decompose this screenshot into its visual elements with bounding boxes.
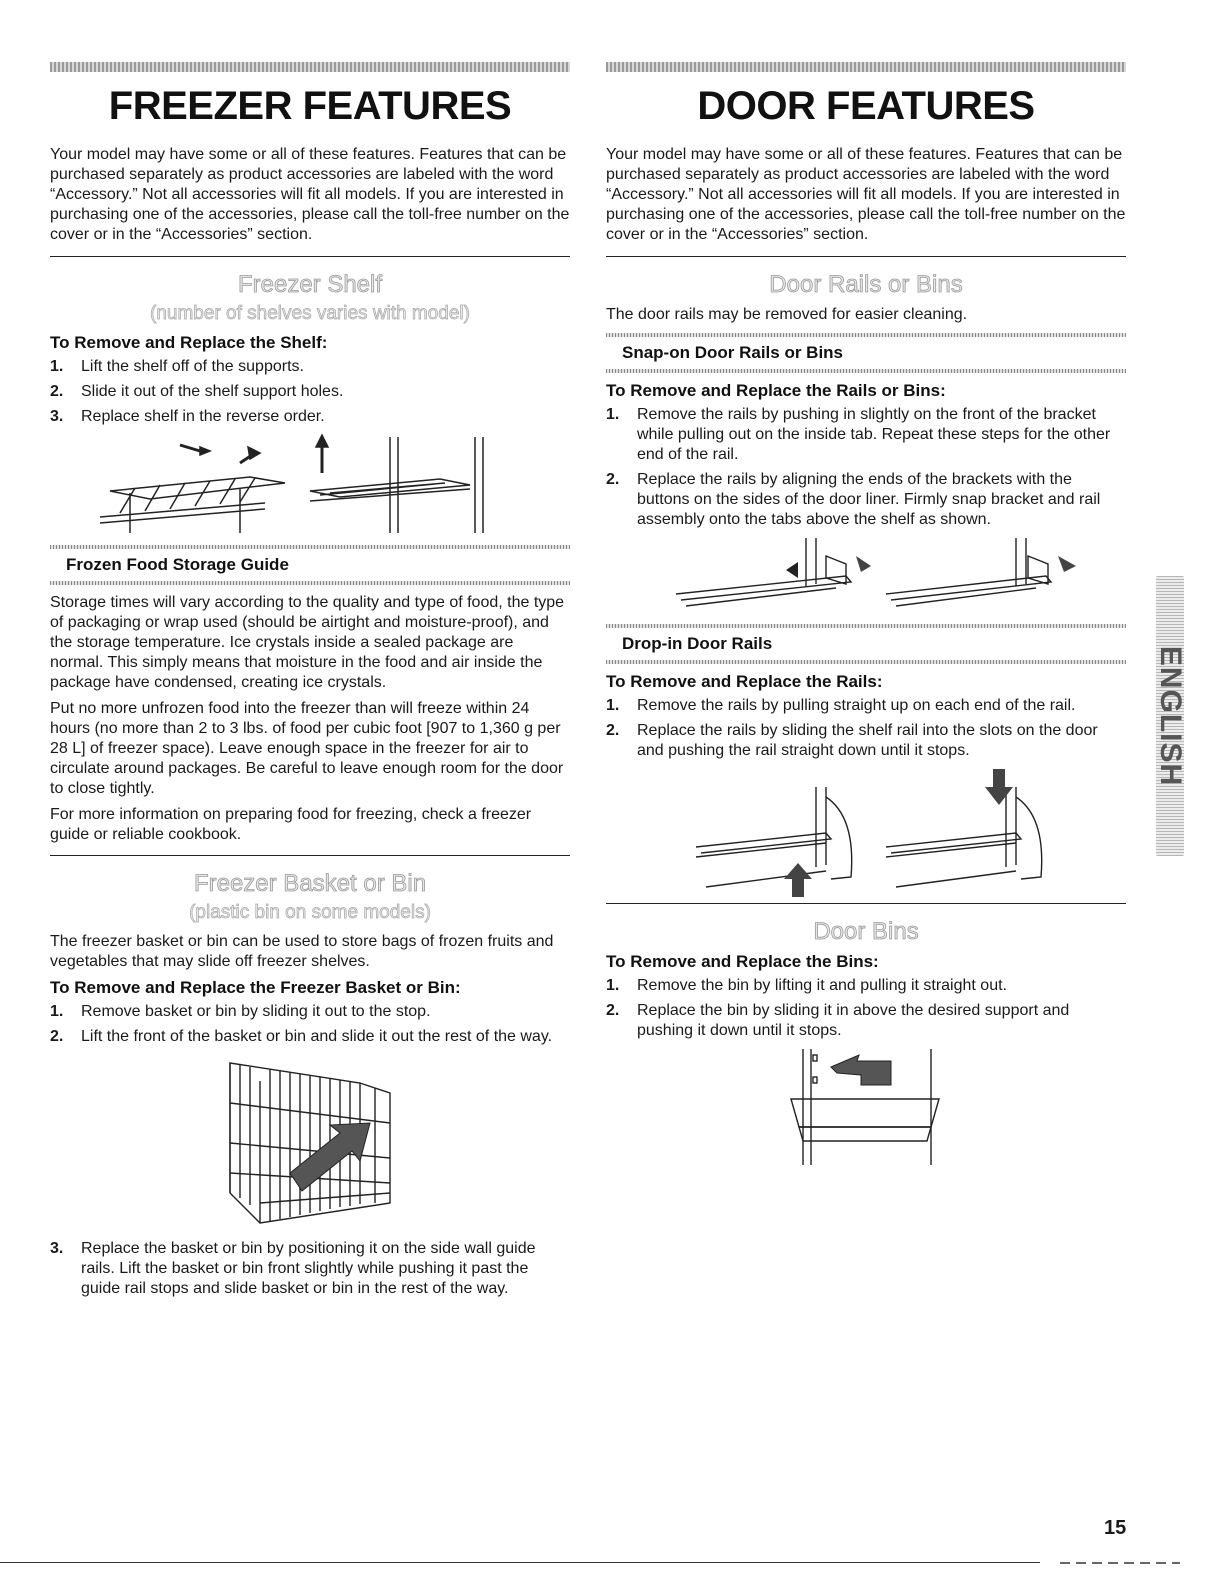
drop-in-subhead xyxy=(606,624,1126,664)
list-item: 1. Remove the bin by lifting it and pulling it straight out. xyxy=(606,977,1007,994)
drop-in-title: Drop-in Door Rails xyxy=(622,634,773,653)
list-item: 2. Lift the front of the basket or bin and slide it out the rest of the way. xyxy=(50,1028,553,1045)
door-bins-heading: To Remove and Replace the Bins: xyxy=(606,952,879,971)
footer-dash xyxy=(1060,1562,1180,1564)
list-item: 1. Lift the shelf off of the supports. xyxy=(50,358,304,375)
header-bar xyxy=(50,62,570,72)
drop-in-steps xyxy=(606,696,1126,761)
snap-on-rail-illustration xyxy=(656,536,1076,616)
door-bins-steps xyxy=(606,976,1126,1041)
freezer-features-title: FREEZER FEATURES xyxy=(108,84,512,128)
list-item: 2. Replace the bin by sliding it in above the desired support and pushing it down until it stops. xyxy=(606,1002,1070,1039)
list-item: 2. Replace the rails by sliding the shelf rail into the slots on the door and pushing the rail straight down until it stops. xyxy=(606,722,1098,759)
list-item: 1. Remove basket or bin by sliding it out to the stop. xyxy=(50,1003,431,1020)
snap-on-heading: To Remove and Replace the Rails or Bins: xyxy=(606,381,946,400)
door-features-column xyxy=(606,62,1126,1173)
freezer-shelf-title: Freezer Shelf xyxy=(237,271,383,298)
freezer-intro: Your model may have some or all of these features. Features that can be purchased separately as product accessories are labeled with the word “Accessory.” Not all accessories will fit all models. If you are interested in purchasing one of the accessories, please call the toll-free number on the cover or in the “Accessories” section. xyxy=(50,146,570,243)
freezer-basket-title: Freezer Basket or Bin xyxy=(193,870,427,897)
snap-on-title: Snap-on Door Rails or Bins xyxy=(622,343,844,362)
door-intro: Your model may have some or all of these features. Features that can be purchased separately as product accessories are labeled with the word “Accessory.” Not all accessories will fit all models. If you are interested in purchasing one of the accessories, please call the toll-free number on the cover or in the “Accessories” section. xyxy=(606,146,1126,243)
storage-guide-title: Frozen Food Storage Guide xyxy=(66,555,289,574)
basket-instructions-heading: To Remove and Replace the Freezer Basket or Bin: xyxy=(50,978,461,997)
shelf-steps xyxy=(50,357,570,427)
list-item: 2. Slide it out of the shelf support holes. xyxy=(50,383,344,400)
freezer-basket-subtitle: (plastic bin on some models) xyxy=(189,902,431,923)
freezer-features-column xyxy=(50,62,570,1304)
door-bins-title: Door Bins xyxy=(813,918,919,945)
page-number: 15 xyxy=(1104,1517,1127,1539)
header-bar xyxy=(606,62,1126,72)
door-rails-intro: The door rails may be removed for easier cleaning. xyxy=(606,306,968,323)
list-item: 3. Replace the basket or bin by positioning it on the side wall guide rails. Lift the basket or bin front slightly while pushing it past the guide rail stops and slide basket or bin in the rest of the way. xyxy=(50,1240,536,1297)
language-tab-label: ENGLISH xyxy=(1154,645,1187,787)
basket-illustration xyxy=(220,1053,400,1229)
storage-paragraph: For more information on preparing food for freezing, check a freezer guide or reliable cookbook. xyxy=(50,806,532,843)
divider xyxy=(606,903,1126,904)
snap-on-steps xyxy=(606,405,1126,530)
drop-in-rail-illustration xyxy=(666,767,1066,897)
shelf-illustration xyxy=(90,433,530,537)
storage-guide-subhead xyxy=(50,545,570,585)
door-bin-illustration xyxy=(781,1047,951,1167)
storage-paragraph: Storage times will vary according to the quality and type of food, the type of packaging or wrap used (should be airtight and moisture-proof), and the storage temperature. Ice crystals inside a sealed package are normal. This simply means that moisture in the food and air inside the package have condensed, creating ice crystals. xyxy=(50,594,565,691)
language-tab xyxy=(1154,576,1187,856)
basket-steps-continued xyxy=(50,1239,570,1299)
basket-intro: The freezer basket or bin can be used to store bags of frozen fruits and vegetables that may slide off freezer shelves. xyxy=(50,933,554,970)
list-item: 1. Remove the rails by pulling straight up on each end of the rail. xyxy=(606,697,1076,714)
divider xyxy=(50,256,570,257)
basket-steps xyxy=(50,1002,570,1047)
footer-rule xyxy=(0,1562,1040,1563)
door-rails-title: Door Rails or Bins xyxy=(769,271,963,298)
snap-on-subhead xyxy=(606,333,1126,373)
list-item: 3. Replace shelf in the reverse order. xyxy=(50,408,325,425)
divider xyxy=(606,256,1126,257)
storage-paragraph: Put no more unfrozen food into the freezer than will freeze within 24 hours (no more than 2 to 3 lbs. of food per cubic foot [907 to 1,360 g per 28 L] of freezer space). Leave enough space in the freezer for air to circulate around packages. Be careful to leave enough room for the door to close tightly. xyxy=(50,700,564,797)
shelf-instructions-heading: To Remove and Replace the Shelf: xyxy=(50,333,328,352)
divider xyxy=(50,855,570,856)
list-item: 1. Remove the rails by pushing in slightly on the front of the bracket while pulling out on the inside tab. Repeat these steps for the other end of the rail. xyxy=(606,406,1111,463)
freezer-shelf-subtitle: (number of shelves varies with model) xyxy=(150,303,470,324)
list-item: 2. Replace the rails by aligning the ends of the brackets with the buttons on the sides of the door liner. Firmly snap bracket and rail assembly onto the tabs above the shelf as shown. xyxy=(606,471,1101,528)
door-features-title: DOOR FEATURES xyxy=(697,84,1035,128)
drop-in-heading: To Remove and Replace the Rails: xyxy=(606,672,883,691)
